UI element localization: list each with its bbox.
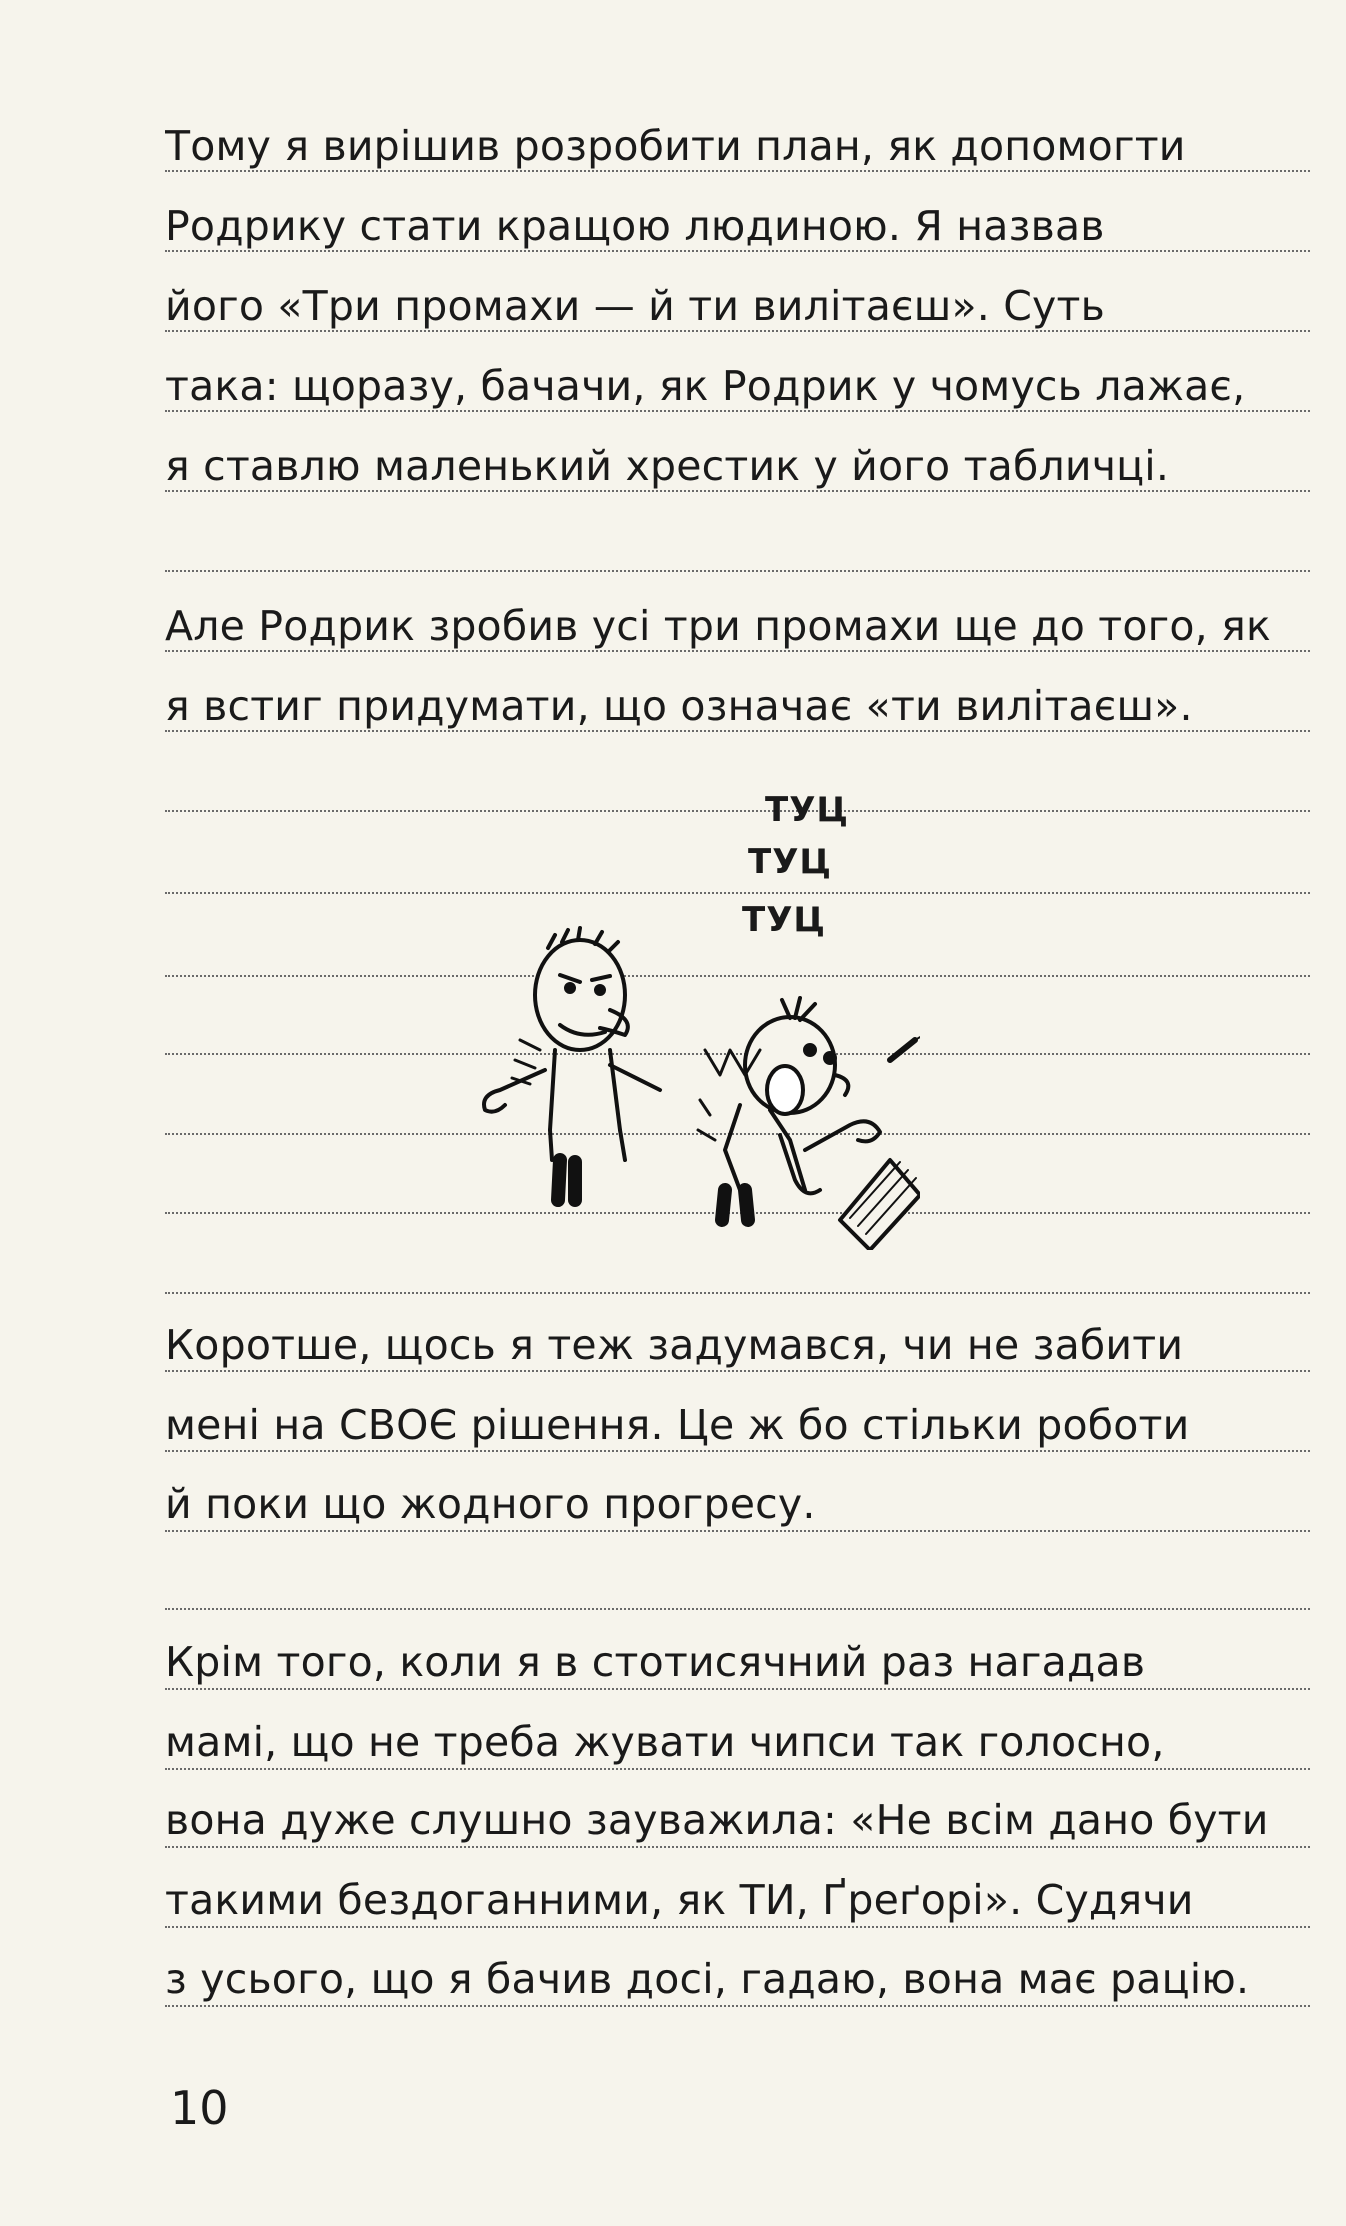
text-line: я ставлю маленький хрестик у його табличці. [165, 442, 1170, 490]
text-line: вона дуже слушно зауважила: «Не всім дано бути [165, 1796, 1269, 1844]
rule-line [165, 810, 1310, 812]
page-number: 10 [170, 2081, 229, 2135]
rule-line [165, 570, 1310, 572]
text-line: мамі, що не треба жувати чипси так голосно, [165, 1718, 1165, 1766]
text-line: така: щоразу, бачачи, як Родрик у чомусь лажає, [165, 362, 1246, 410]
text-line: мені на СВОЄ рішення. Це ж бо стільки роботи [165, 1401, 1190, 1449]
greg-figure [698, 998, 920, 1250]
sound-effect: ТУЦ [748, 842, 832, 882]
text-line: його «Три промахи — й ти вилітаєш». Суть [165, 282, 1105, 330]
text-line: Крім того, коли я в стотисячний раз нагадав [165, 1638, 1146, 1686]
text-line: такими бездоганними, як ТИ, Ґреґорі». Судячи [165, 1876, 1194, 1924]
text-line: Коротше, щось я теж задумався, чи не забити [165, 1321, 1184, 1369]
text-line: з усього, що я бачив досі, гадаю, вона має рацію. [165, 1955, 1250, 2003]
rule-line [165, 1292, 1310, 1294]
text-line: я встиг придумати, що означає «ти вилітаєш». [165, 682, 1193, 730]
text-line: Але Родрик зробив усі три промахи ще до того, як [165, 602, 1271, 650]
rodrick-figure [484, 928, 660, 1200]
sound-effect: ТУЦ [742, 900, 826, 940]
text-line: Тому я вирішив розробити план, як допомогти [165, 122, 1186, 170]
text-line: й поки що жодного прогресу. [165, 1480, 816, 1528]
text-line: Родрику стати кращою людиною. Я назвав [165, 202, 1105, 250]
rule-line [165, 1608, 1310, 1610]
rule-line [165, 892, 1310, 894]
brothers-cartoon-illustration [460, 900, 920, 1250]
sound-effect: ТУЦ [765, 790, 849, 830]
